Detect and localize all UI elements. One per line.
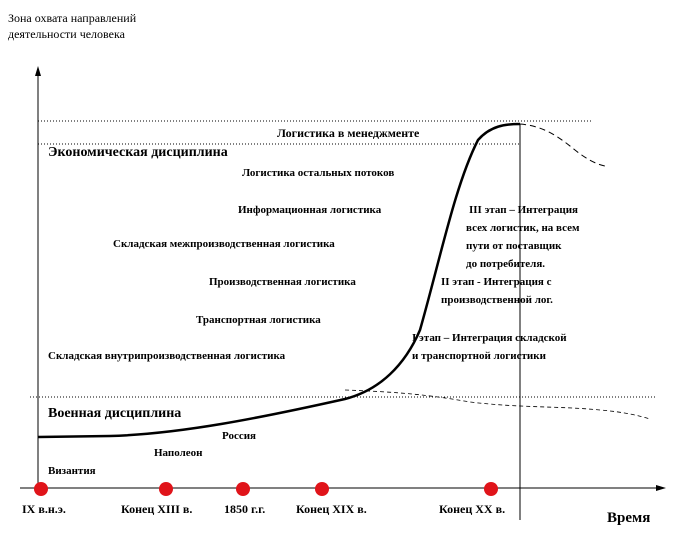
logistics-label-information: Информационная логистика — [238, 204, 382, 216]
forecast-curve — [520, 124, 605, 166]
y-axis-title — [8, 10, 208, 42]
stage2-line2: производственной лог. — [441, 294, 553, 306]
timeline-label-4: Конец XIX в. — [296, 502, 367, 516]
stage1-line1: I этап – Интеграция складской — [412, 332, 567, 344]
timeline-marker-1 — [34, 482, 48, 496]
y-axis-arrow-icon — [35, 66, 41, 76]
logistics-label-transport: Транспортная логистика — [196, 314, 321, 326]
timeline-marker-4 — [315, 482, 329, 496]
historical-label-byzantium: Византия — [48, 465, 96, 477]
logistics-label-inter-warehouse: Складская межпроизводственная логистика — [113, 238, 335, 250]
stage3-line1: III этап – Интеграция — [469, 204, 578, 216]
timeline-label-1: IX в.н.э. — [22, 502, 66, 516]
x-axis-title: Время — [607, 510, 651, 526]
timeline-marker-3 — [236, 482, 250, 496]
timeline-label-5: Конец XX в. — [439, 502, 506, 516]
logistics-label-production: Производственная логистика — [209, 276, 356, 288]
stage2-line1: II этап - Интеграция с — [441, 276, 552, 288]
timeline-marker-5 — [484, 482, 498, 496]
level-top-label: Логистика в менеджменте — [277, 126, 420, 140]
level-military-label: Военная дисциплина — [48, 406, 182, 421]
stage3-line3: пути от поставщик — [466, 240, 562, 252]
stage3-line2: всех логистик, на всем — [466, 222, 580, 234]
logistics-label-other-flows: Логистика остальных потоков — [242, 167, 395, 179]
historical-label-napoleon: Наполеон — [154, 447, 203, 459]
level-economic-label: Экономическая дисциплина — [48, 145, 228, 160]
stage1-line2: и транспортной логистики — [412, 350, 546, 362]
y-axis-title-line2: деятельности человека — [8, 27, 125, 42]
historical-label-russia: Россия — [222, 430, 256, 442]
timeline-label-2: Конец XIII в. — [121, 502, 193, 516]
stage3-line4: до потребителя. — [466, 258, 546, 270]
x-axis-arrow-icon — [656, 485, 666, 491]
timeline-marker-2 — [159, 482, 173, 496]
lower-branch-curve — [345, 390, 650, 419]
logistics-label-intra-warehouse: Складская внутрипроизводственная логистика — [48, 350, 286, 362]
timeline-label-3: 1850 г.г. — [224, 502, 266, 516]
y-axis-title-line1: Зона охвата направлений — [8, 11, 137, 25]
